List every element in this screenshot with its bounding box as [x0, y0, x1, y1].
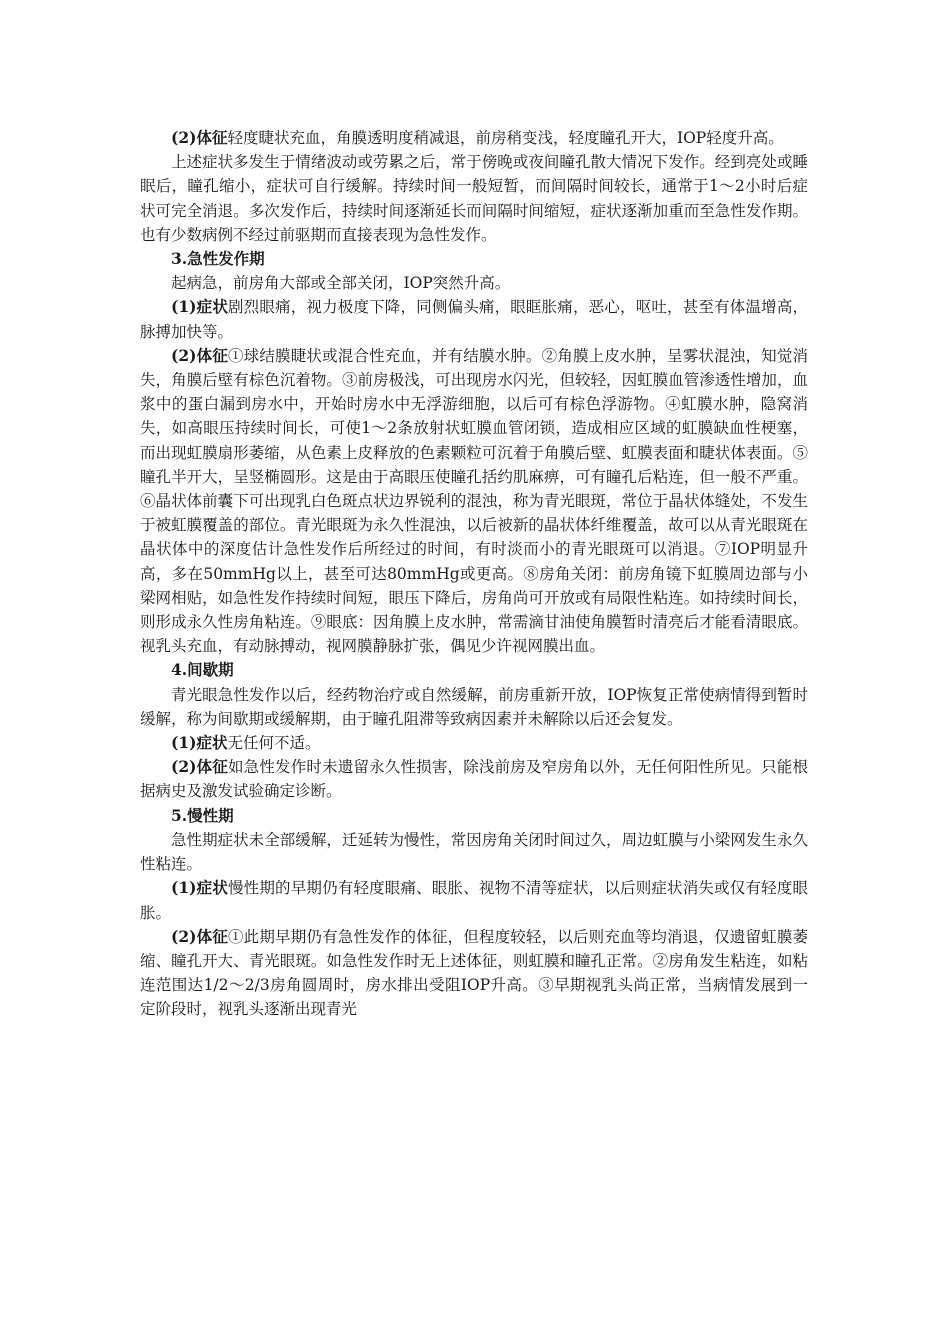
- paragraph-intermittent-signs: [140, 755, 808, 803]
- paragraph-intermittent-description: [140, 683, 808, 731]
- paragraph-text: 急性期症状未全部缓解，迁延转为慢性，常因房角关闭时间过久，周边虹膜与小梁网发生永久性粘连。: [140, 830, 808, 874]
- paragraph-chronic-symptoms: [140, 876, 808, 924]
- section-heading-intermittent: 4.间歇期: [171, 660, 234, 680]
- paragraph-lead: (1)症状: [171, 733, 228, 753]
- paragraph-prodrome-description: [140, 150, 808, 247]
- paragraph-text: 轻度睫状充血，角膜透明度稍减退，前房稍变浅，轻度瞳孔开大，IOP轻度升高。: [227, 129, 784, 147]
- paragraph-intermittent-symptoms: [140, 731, 808, 755]
- paragraph-text: 起病急，前房角大部或全部关闭，IOP突然升高。: [171, 274, 511, 293]
- paragraph-text: 如急性发作时未遗留永久性损害，除浅前房及窄房角以外，无任何阳性所见。只能根据病史及激发试验确定诊断。: [140, 758, 808, 801]
- paragraph-acute-onset: [140, 271, 808, 295]
- paragraph-lead: (2)体征: [171, 128, 228, 147]
- paragraph-lead: (2)体征: [171, 345, 228, 365]
- paragraph-text: ①此期早期仍有急性发作的体征，但程度较轻，以后则充血等均消退，仅遗留虹膜萎缩、瞳孔开大、青光眼斑。如急性发作时无上述体征，则虹膜和瞳孔正常。②房角发生粘连，如粘连范围达1/2～2/3房角圆周时，房水排出受阻IOP升高。③早期视乳头尚正常，当病情发展到一定阶段时，视乳头逐渐出现青光: [140, 927, 808, 1019]
- paragraph-chronic-signs: [140, 925, 808, 1022]
- document-body: [140, 126, 808, 1022]
- paragraph-chronic-description: [140, 828, 808, 876]
- paragraph-acute-symptoms: [140, 295, 808, 343]
- paragraph-lead: (2)体征: [171, 757, 228, 777]
- section-heading-acute-attack: 3.急性发作期: [171, 249, 265, 269]
- paragraph-lead: (1)症状: [171, 878, 228, 898]
- paragraph-acute-signs: [140, 344, 808, 659]
- paragraph-acute-prodrome-signs: [140, 126, 808, 150]
- paragraph-lead: (1)症状: [171, 297, 228, 317]
- paragraph-text: 剧烈眼痛，视力极度下降，同侧偏头痛，眼眶胀痛，恶心，呕吐，甚至有体温增高，脉搏加快等。: [140, 298, 808, 341]
- paragraph-text: 青光眼急性发作以后，经药物治疗或自然缓解，前房重新开放，IOP恢复正常使病情得到暂时缓解，称为间歇期或缓解期，由于瞳孔阻滞等致病因素并未解除以后还会复发。: [140, 685, 808, 728]
- paragraph-text: 上述症状多发生于情绪波动或劳累之后，常于傍晚或夜间瞳孔散大情况下发作。经到亮处或睡眠后，瞳孔缩小，症状可自行缓解。持续时间一般短暂，而间隔时间较长，通常于1～2小时后症状可完全消退。多次发作后，持续时间逐渐延长而间隔时间缩短，症状逐渐加重而至急性发作期。也有少数病例不经过前驱期而直接表现为急性发作。: [140, 153, 808, 244]
- paragraph-lead: (2)体征: [171, 926, 228, 946]
- section-heading-chronic: 5.慢性期: [171, 805, 234, 825]
- paragraph-text: ①球结膜睫状或混合性充血，并有结膜水肿。②角膜上皮水肿，呈雾状混浊，知觉消失，角膜后壁有棕色沉着物。③前房极浅，可出现房水闪光，但较轻，因虹膜血管渗透性增加，血浆中的蛋白漏到房水中，开始时房水中无浮游细胞，以后可有棕色浮游物。④虹膜水肿，隐窝消失，如高眼压持续时间长，可使1～2条放射状虹膜血管闭锁，造成相应区域的虹膜缺血性梗塞，而出现虹膜扇形萎缩，从色素上皮释放的色素颗粒可沉着于角膜后壁、虹膜表面和睫状体表面。⑤瞳孔半开大，呈竖椭圆形。这是由于高眼压使瞳孔括约肌麻痹，可有瞳孔后粘连，但一般不严重。⑥晶状体前囊下可出现乳白色斑点状边界锐利的混浊，称为青光眼斑，常位于晶状体缝处，不发生于被虹膜覆盖的部位。青光眼斑为永久性混浊，以后被新的晶状体纤维覆盖，故可以从青光眼斑在晶状体中的深度估计急性发作后所经过的时间，有时淡而小的青光眼斑可以消退。⑦IOP明显升高，多在50mmHg以上，甚至可达80mmHg或更高。⑧房角关闭：前房角镜下虹膜周边部与小梁网相贴，如急性发作持续时间短，眼压下降后，房角尚可开放或有局限性粘连。如持续时间长，则形成永久性房角粘连。⑨眼底：因角膜上皮水肿，常需滴甘油使角膜暂时清亮后才能看清眼底。视乳头充血，有动脉搏动，视网膜静脉扩张，偶见少许视网膜出血。: [140, 346, 808, 656]
- paragraph-text: 慢性期的早期仍有轻度眼痛、眼胀、视物不清等症状，以后则症状消失或仅有轻度眼胀。: [140, 879, 808, 922]
- paragraph-text: 无任何不适。: [227, 734, 321, 753]
